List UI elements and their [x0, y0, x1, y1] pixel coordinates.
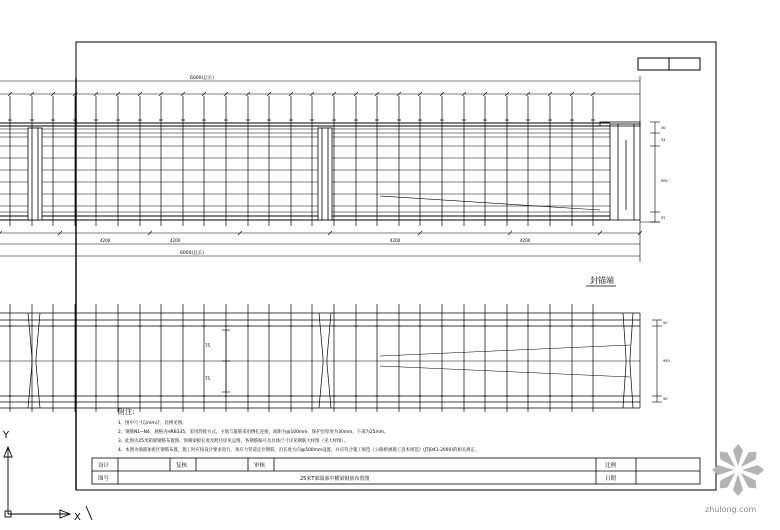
- elevation-caption: 封锚端: [590, 276, 614, 285]
- plan-inner-dim-2: 75: [205, 376, 211, 381]
- bottom-total-dimension-text: 6000(总长): [180, 251, 204, 256]
- plan-diaphragm: [28, 313, 40, 408]
- segment-dim-3: 4200: [390, 238, 401, 243]
- drawing-title: 25米T梁端部中横梁钢筋布置图: [300, 476, 370, 482]
- watermark-url: zhulong.com: [705, 505, 757, 514]
- vdim-4: 32: [661, 216, 666, 220]
- prestress-strand: [380, 196, 600, 210]
- segment-dim-4: 4200: [520, 238, 531, 243]
- longitudinal-bars: [0, 123, 610, 220]
- plan-right-dimension: [652, 320, 662, 402]
- ucs-x-label: X: [74, 512, 81, 523]
- vdim-3: 900: [661, 179, 668, 183]
- check-label: 图号: [98, 476, 110, 482]
- watermark-petal: [733, 444, 743, 466]
- elevation-vertical-dimension: [640, 122, 660, 222]
- plan-inner-dim-1: 75: [205, 343, 211, 348]
- note-line-1: 1、图中尺寸以mm计，比例见图。: [118, 421, 187, 426]
- diaphragm-block: [318, 128, 332, 220]
- stirrup-bars: [8, 96, 595, 226]
- watermark-petal: [733, 474, 743, 496]
- plan-inner-dims: [222, 330, 230, 392]
- diaphragm-block: [28, 128, 42, 220]
- notes-block: [118, 407, 479, 453]
- ucs-y-label: Y: [3, 430, 10, 441]
- watermark-petal: [742, 465, 764, 475]
- date-label: 日期: [605, 476, 617, 482]
- plan-diaphragms: [28, 313, 633, 408]
- plan-diaphragm: [623, 313, 633, 408]
- plan-view: [0, 304, 670, 412]
- plan-dim-3: 50: [663, 397, 668, 401]
- bottom-dimension: [0, 220, 640, 262]
- note-line-4: 4、本图为端部加密区钢筋布置，施工时应按设计要求进行，预应力管道定位钢筋，沿长度方向@500mm设置，并应符合施工规范《公路桥涵施工技术规范》(JTJ041-2000)的相关规定。: [118, 448, 480, 453]
- ucs-axis-icon: [4, 447, 92, 520]
- approve-label: 审核: [254, 463, 266, 469]
- design-label: 设计: [98, 463, 110, 469]
- watermark-petal: [712, 465, 734, 475]
- scale-label: 比例: [605, 463, 617, 469]
- segment-dim-2: 4200: [170, 238, 181, 243]
- note-line-2: 2、钢筋N1~N4，规格为HRB335，采用焊接方式，主筋与箍筋采用绑扎连接，间距为@100mm，保护层厚度为30mm，下部为25mm。: [118, 430, 389, 435]
- top-total-dimension-text: 6000(总长): [190, 76, 214, 81]
- vdim-2: 54: [661, 138, 666, 142]
- plan-dim-2: 950: [663, 359, 670, 363]
- plan-diaphragm: [319, 313, 331, 408]
- anchor-end-block: [600, 122, 640, 220]
- note-line-3: 3、此图为25米箱梁钢筋布置图，预制梁板长度及跨径详见总图，各钢筋编号及具体尺寸详见钢筋大样图（见大样图）。: [118, 439, 349, 444]
- vdim-1: 30: [661, 126, 666, 130]
- review-label: 复核: [176, 463, 188, 469]
- title-block: [92, 458, 700, 484]
- elevation-view: [0, 74, 668, 286]
- watermark-logo: [712, 444, 764, 496]
- plan-dim-1: 50: [663, 321, 668, 325]
- notes-heading: 附注:: [118, 408, 135, 416]
- segment-dim-1: 4200: [100, 238, 111, 243]
